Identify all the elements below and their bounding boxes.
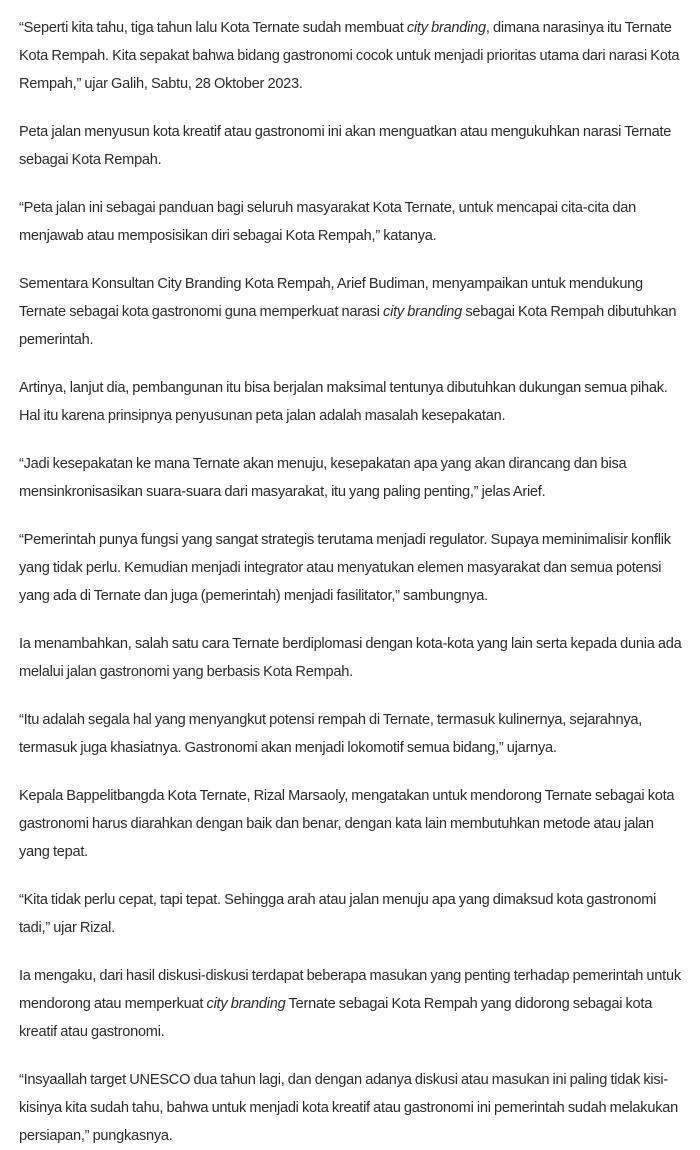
paragraph-text: Artinya, lanjut dia, pembangunan itu bisa berjalan maksimal tentunya dibutuhkan dukungan semua pihak. Hal itu karena prinsipnya penyusunan peta jalan adalah masalah kesepakatan. — [19, 380, 668, 424]
article-paragraph — [19, 1066, 686, 1150]
italic-term: city branding — [406, 20, 486, 36]
italic-term: city branding — [206, 996, 286, 1012]
paragraph-text: “Insyaallah target UNESCO dua tahun lagi, dan dengan adanya diskusi atau masukan ini paling tidak kisi-kisinya kita sudah tahu, bahwa untuk menjadi kota kreatif atau gastronomi ini pemerintah sudah melakukan persiapan,” pungkasnya. — [19, 1072, 678, 1144]
paragraph-text: Ia mengaku, dari hasil diskusi-diskusi terdapat beberapa masukan yang penting terhadap pemerintah untuk mendorong atau memperkuat — [19, 968, 681, 1012]
paragraph-text: “Seperti kita tahu, tiga tahun lalu Kota Ternate sudah membuat — [19, 20, 407, 36]
italic-term: city branding — [383, 304, 463, 320]
article-paragraph — [19, 270, 686, 354]
article-paragraph — [19, 194, 686, 250]
paragraph-text: Kepala Bappelitbangda Kota Ternate, Rizal Marsaoly, mengatakan untuk mendorong Ternate sebagai kota gastronomi harus diarahkan dengan baik dan benar, dengan kata lain membutuhkan metode atau jalan yang tepat. — [19, 788, 675, 860]
article-paragraph — [19, 450, 686, 506]
paragraph-text: “Itu adalah segala hal yang menyangkut potensi rempah di Ternate, termasuk kulinernya, sejarahnya, termasuk juga khasiatnya. Gastronomi akan menjadi lokomotif semua bidang,” ujarnya. — [19, 712, 643, 756]
article-paragraph — [19, 886, 686, 942]
paragraph-text: Sementara Konsultan City Branding Kota Rempah, Arief Budiman, menyampaikan untuk mendukung Ternate sebagai kota gastronomi guna memperkuat narasi — [19, 276, 643, 320]
article-paragraph — [19, 782, 686, 866]
article-paragraph — [19, 14, 686, 98]
paragraph-text: Ia menambahkan, salah satu cara Ternate berdiplomasi dengan kota-kota yang lain serta kepada dunia ada melalui jalan gastronomi yang berbasis Kota Rempah. — [19, 636, 682, 680]
paragraph-text: “Peta jalan ini sebagai panduan bagi seluruh masyarakat Kota Ternate, untuk mencapai cita-cita dan menjawab atau memposisikan diri sebagai Kota Rempah,” katanya. — [19, 200, 636, 244]
article-paragraph — [19, 962, 686, 1046]
article-paragraph — [19, 630, 686, 686]
paragraph-text: Peta jalan menyusun kota kreatif atau gastronomi ini akan menguatkan atau mengukuhkan narasi Ternate sebagai Kota Rempah. — [19, 124, 672, 168]
paragraph-text: Ternate sebagai Kota Rempah yang didorong sebagai kota kreatif atau gastronomi. — [19, 996, 653, 1040]
paragraph-text: “Jadi kesepakatan ke mana Ternate akan menuju, kesepakatan apa yang akan dirancang dan bisa mensinkronisasikan suara-suara dari masyarakat, itu yang paling penting,” jelas Arief. — [19, 456, 627, 500]
paragraph-text: “Kita tidak perlu cepat, tapi tepat. Sehingga arah atau jalan menuju apa yang dimaksud kota gastronomi tadi,” ujar Rizal. — [19, 892, 657, 936]
paragraph-text: sebagai Kota Rempah dibutuhkan pemerintah. — [19, 304, 677, 348]
paragraph-text: “Pemerintah punya fungsi yang sangat strategis terutama menjadi regulator. Supaya meminimalisir konflik yang tidak perlu. Kemudian menjadi integrator atau menyatukan elemen masyarakat dan semua potensi yang ada di Ternate dan juga (pemerintah) menjadi fasilitator,” sambungnya. — [19, 532, 671, 604]
article-paragraph — [19, 526, 686, 610]
article-paragraph — [19, 374, 686, 430]
article-paragraph — [19, 118, 686, 174]
paragraph-text: , dimana narasinya itu Ternate Kota Rempah. Kita sepakat bahwa bidang gastronomi cocok untuk menjadi prioritas utama dari narasi Kota Rempah,” ujar Galih, Sabtu, 28 Oktober 2023. — [19, 20, 680, 92]
article-paragraph — [19, 706, 686, 762]
